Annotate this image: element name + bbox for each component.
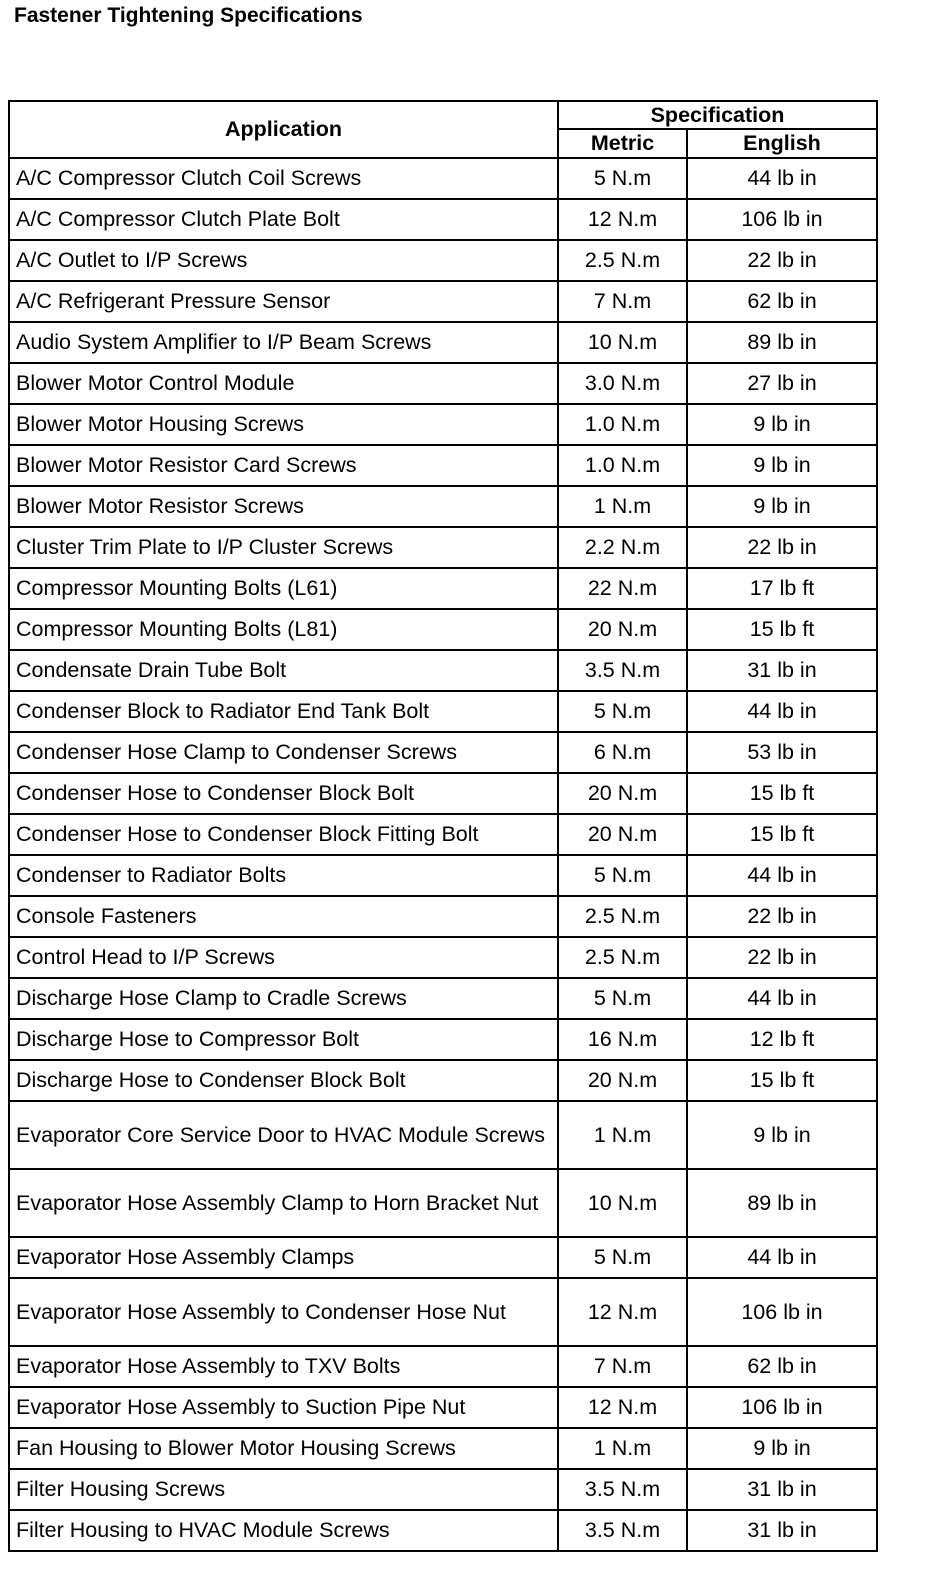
metric-cell: 5 N.m [558,855,687,896]
table-row [9,158,877,199]
metric-cell: 1.0 N.m [558,445,687,486]
application-cell: A/C Compressor Clutch Coil Screws [9,158,558,199]
application-cell: Cluster Trim Plate to I/P Cluster Screws [9,527,558,568]
application-cell: Discharge Hose Clamp to Cradle Screws [9,978,558,1019]
table-row [9,1101,877,1169]
english-cell: 22 lb in [687,896,877,937]
application-cell: Control Head to I/P Screws [9,937,558,978]
english-cell: 15 lb ft [687,1060,877,1101]
application-cell: A/C Outlet to I/P Screws [9,240,558,281]
table-header-row [9,101,877,129]
english-cell: 44 lb in [687,158,877,199]
application-cell: Filter Housing to HVAC Module Screws [9,1510,558,1551]
metric-cell: 1 N.m [558,486,687,527]
english-cell: 44 lb in [687,691,877,732]
table-row [9,1469,877,1510]
metric-cell: 3.5 N.m [558,1510,687,1551]
application-cell: Condenser Hose to Condenser Block Bolt [9,773,558,814]
table-row [9,855,877,896]
table-row [9,1346,877,1387]
english-cell: 62 lb in [687,281,877,322]
application-cell: Blower Motor Resistor Screws [9,486,558,527]
table-row [9,363,877,404]
metric-cell: 22 N.m [558,568,687,609]
metric-cell: 20 N.m [558,609,687,650]
metric-cell: 12 N.m [558,1387,687,1428]
application-cell: Condenser Hose to Condenser Block Fitting Bolt [9,814,558,855]
metric-cell: 7 N.m [558,281,687,322]
metric-cell: 12 N.m [558,1278,687,1346]
metric-cell: 2.5 N.m [558,240,687,281]
metric-cell: 1.0 N.m [558,404,687,445]
table-row [9,404,877,445]
english-cell: 106 lb in [687,1278,877,1346]
application-cell: Blower Motor Housing Screws [9,404,558,445]
table-row [9,1019,877,1060]
metric-cell: 12 N.m [558,199,687,240]
application-cell: Fan Housing to Blower Motor Housing Screws [9,1428,558,1469]
english-cell: 9 lb in [687,486,877,527]
application-cell: Evaporator Hose Assembly to Condenser Hose Nut [9,1278,558,1346]
application-cell: Compressor Mounting Bolts (L81) [9,609,558,650]
english-cell: 9 lb in [687,445,877,486]
table-row [9,896,877,937]
table-row [9,281,877,322]
metric-cell: 2.5 N.m [558,896,687,937]
english-cell: 106 lb in [687,199,877,240]
application-cell: Compressor Mounting Bolts (L61) [9,568,558,609]
application-cell: Discharge Hose to Compressor Bolt [9,1019,558,1060]
application-cell: Condenser to Radiator Bolts [9,855,558,896]
page-title: Fastener Tightening Specifications [14,4,363,27]
application-cell: Evaporator Hose Assembly to Suction Pipe Nut [9,1387,558,1428]
table-row [9,1428,877,1469]
table-row [9,937,877,978]
table-row [9,732,877,773]
application-header: Application [9,101,558,158]
english-cell: 9 lb in [687,1101,877,1169]
specification-header: Specification [558,101,877,129]
metric-cell: 20 N.m [558,814,687,855]
table-row [9,322,877,363]
metric-cell: 10 N.m [558,1169,687,1237]
application-cell: Evaporator Hose Assembly to TXV Bolts [9,1346,558,1387]
table-row [9,1510,877,1551]
table-row [9,1060,877,1101]
application-cell: Evaporator Core Service Door to HVAC Module Screws [9,1101,558,1169]
english-cell: 31 lb in [687,1510,877,1551]
table-row [9,650,877,691]
metric-cell: 3.0 N.m [558,363,687,404]
english-cell: 89 lb in [687,1169,877,1237]
metric-cell: 2.2 N.m [558,527,687,568]
table-row [9,773,877,814]
metric-cell: 6 N.m [558,732,687,773]
table-row [9,814,877,855]
spec-table [8,100,878,1552]
english-cell: 44 lb in [687,855,877,896]
english-cell: 22 lb in [687,527,877,568]
application-cell: Condensate Drain Tube Bolt [9,650,558,691]
table-row [9,240,877,281]
metric-cell: 5 N.m [558,978,687,1019]
english-cell: 22 lb in [687,937,877,978]
application-cell: Evaporator Hose Assembly Clamps [9,1237,558,1278]
application-cell: A/C Refrigerant Pressure Sensor [9,281,558,322]
english-cell: 106 lb in [687,1387,877,1428]
english-header: English [687,129,877,158]
english-cell: 9 lb in [687,1428,877,1469]
table-body [9,158,877,1551]
application-cell: Filter Housing Screws [9,1469,558,1510]
table-row [9,1387,877,1428]
metric-cell: 5 N.m [558,691,687,732]
table-row [9,1278,877,1346]
table-row [9,568,877,609]
metric-cell: 1 N.m [558,1101,687,1169]
application-cell: Condenser Block to Radiator End Tank Bolt [9,691,558,732]
metric-cell: 20 N.m [558,773,687,814]
application-cell: Console Fasteners [9,896,558,937]
english-cell: 89 lb in [687,322,877,363]
english-cell: 15 lb ft [687,773,877,814]
table-row [9,527,877,568]
table-row [9,1169,877,1237]
metric-cell: 20 N.m [558,1060,687,1101]
application-cell: Discharge Hose to Condenser Block Bolt [9,1060,558,1101]
table-row [9,199,877,240]
english-cell: 12 lb ft [687,1019,877,1060]
metric-cell: 5 N.m [558,158,687,199]
application-cell: Blower Motor Resistor Card Screws [9,445,558,486]
table-row [9,1237,877,1278]
english-cell: 22 lb in [687,240,877,281]
english-cell: 31 lb in [687,1469,877,1510]
metric-cell: 3.5 N.m [558,650,687,691]
metric-header: Metric [558,129,687,158]
metric-cell: 2.5 N.m [558,937,687,978]
table-row [9,486,877,527]
application-cell: Audio System Amplifier to I/P Beam Screws [9,322,558,363]
english-cell: 44 lb in [687,1237,877,1278]
application-cell: A/C Compressor Clutch Plate Bolt [9,199,558,240]
table-row [9,691,877,732]
metric-cell: 7 N.m [558,1346,687,1387]
metric-cell: 1 N.m [558,1428,687,1469]
metric-cell: 5 N.m [558,1237,687,1278]
table-row [9,609,877,650]
english-cell: 15 lb ft [687,609,877,650]
metric-cell: 10 N.m [558,322,687,363]
table-row [9,978,877,1019]
english-cell: 53 lb in [687,732,877,773]
english-cell: 62 lb in [687,1346,877,1387]
metric-cell: 3.5 N.m [558,1469,687,1510]
english-cell: 9 lb in [687,404,877,445]
application-cell: Evaporator Hose Assembly Clamp to Horn Bracket Nut [9,1169,558,1237]
english-cell: 31 lb in [687,650,877,691]
table-row [9,445,877,486]
english-cell: 44 lb in [687,978,877,1019]
metric-cell: 16 N.m [558,1019,687,1060]
application-cell: Condenser Hose Clamp to Condenser Screws [9,732,558,773]
application-cell: Blower Motor Control Module [9,363,558,404]
english-cell: 15 lb ft [687,814,877,855]
english-cell: 27 lb in [687,363,877,404]
english-cell: 17 lb ft [687,568,877,609]
